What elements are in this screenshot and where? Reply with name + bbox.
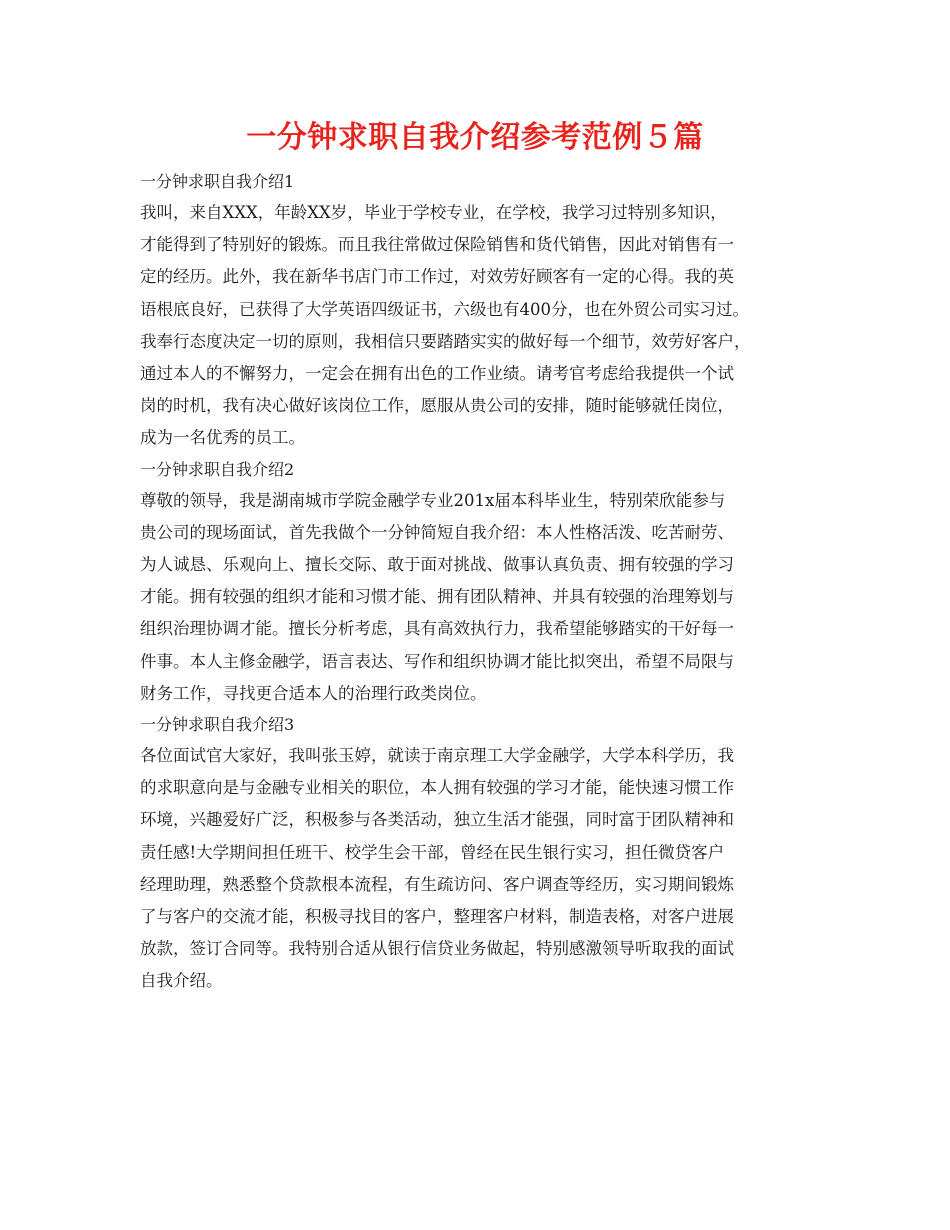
section-2 <box>140 455 830 710</box>
section-1 <box>140 167 830 455</box>
section-paragraph <box>140 197 830 455</box>
document-title: 一分钟求职自我介绍参考范例５篇 <box>246 120 704 155</box>
text-line: 件事。本人主修金融学，语言表达、写作和组织协调才能比拟突出，希望不局限与 <box>140 651 734 671</box>
text-line: 尊敬的领导，我是湖南城市学院金融学专业201x届本科毕业生，特别荣欣能参与 <box>140 490 726 510</box>
section-heading: 一分钟求职自我介绍1 <box>140 172 295 191</box>
text-line: 语根底良好，已获得了大学英语四级证书，六级也有400分，也在外贸公司实习过。 <box>140 299 749 319</box>
document-body <box>140 167 830 998</box>
text-line: 我奉行态度决定一切的原则，我相信只要踏踏实实的做好每一个细节，效劳好客户， <box>140 331 751 351</box>
text-line: 责任感!大学期间担任班干、校学生会干部，曾经在民生银行实习，担任微贷客户 <box>140 842 725 862</box>
text-line: 组织治理协调才能。擅长分析考虑，具有高效执行力，我希望能够踏实的干好每一 <box>140 619 734 639</box>
text-line: 经理助理，熟悉整个贷款根本流程，有生疏访问、客户调查等经历，实习期间锻炼 <box>140 874 734 894</box>
text-line: 才能。拥有较强的组织才能和习惯才能、拥有团队精神、并具有较强的治理筹划与 <box>140 587 734 607</box>
text-line: 了与客户的交流才能，积极寻找目的客户，整理客户材料，制造表格，对客户进展 <box>140 907 734 927</box>
section-paragraph <box>140 485 830 710</box>
text-line: 我叫，来自XXX，年龄XX岁，毕业于学校专业，在学校，我学习过特别多知识， <box>140 203 727 222</box>
text-line: 贵公司的现场面试，首先我做个一分钟简短自我介绍：本人性格活泼、吃苦耐劳、 <box>140 522 734 542</box>
text-line: 定的经历。此外，我在新华书店门市工作过，对效劳好顾客有一定的心得。我的英 <box>140 267 734 287</box>
section-paragraph <box>140 740 830 998</box>
text-line: 各位面试官大家好，我叫张玉婷，就读于南京理工大学金融学，大学本科学历，我 <box>140 746 734 766</box>
text-line: 财务工作，寻找更合适本人的治理行政类岗位。 <box>140 683 487 703</box>
text-line: 成为一名优秀的员工。 <box>140 428 305 448</box>
text-line: 通过本人的不懈努力，一定会在拥有出色的工作业绩。请考官考虑给我提供一个试 <box>140 364 734 384</box>
text-line: 才能得到了特别好的锻炼。而且我往常做过保险销售和货代销售，因此对销售有一 <box>140 235 734 255</box>
text-line: 放款，签订合同等。我特别合适从银行信贷业务做起，特别感激领导听取我的面试 <box>140 939 734 959</box>
section-3 <box>140 710 830 998</box>
section-heading: 一分钟求职自我介绍3 <box>140 715 295 735</box>
text-line: 为人诚恳、乐观向上、擅长交际、敢于面对挑战、做事认真负责、拥有较强的学习 <box>140 555 734 575</box>
text-line: 岗的时机，我有决心做好该岗位工作，愿服从贵公司的安排，随时能够就任岗位， <box>140 396 734 416</box>
text-line: 的求职意向是与金融专业相关的职位，本人拥有较强的学习才能，能快速习惯工作 <box>140 778 734 798</box>
text-line: 自我介绍。 <box>140 971 223 991</box>
section-heading: 一分钟求职自我介绍2 <box>140 459 295 479</box>
text-line: 环境，兴趣爱好广泛，积极参与各类活动，独立生活才能强，同时富于团队精神和 <box>140 810 734 830</box>
